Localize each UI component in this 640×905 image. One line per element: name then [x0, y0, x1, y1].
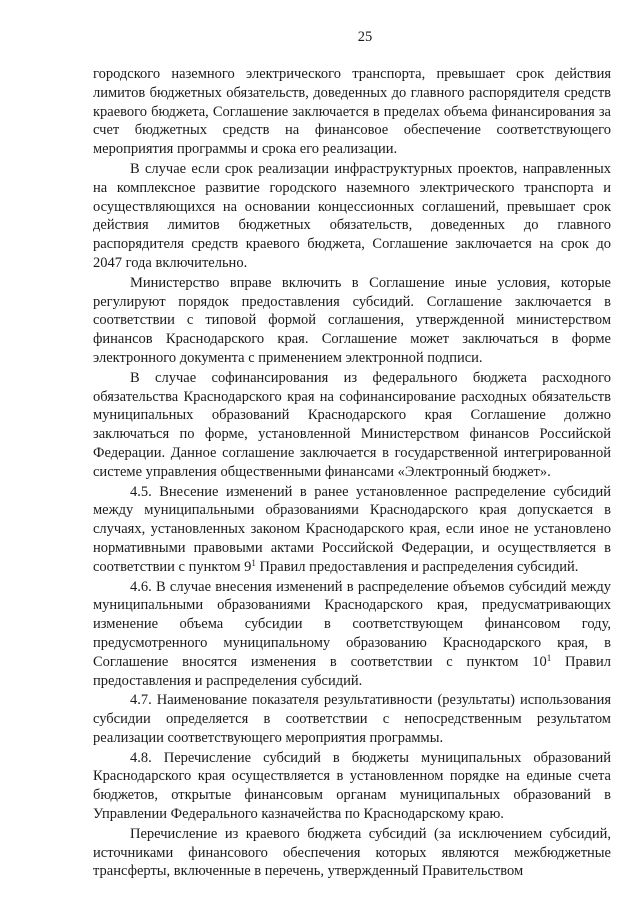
paragraph-4-6-text: 4.6. В случае внесения изменений в распределение объемов субсидий между муниципальными образованиями Краснодарского края, предусматривающих изменение объема субсидии в соответствующем финансовом году, предусмотренного муниципальному образованию Краснодарского края, в Соглашение вносятся изменения в соответствии с пунктом 10: [93, 578, 611, 670]
paragraph-1: городского наземного электрического транспорта, превышает срок действия лимитов бюджетных обязательств, доведенных до главного распорядителя средств краевого бюджета, Соглашение заключается в пределах объема финансирования за счет бюджетных средств на финансовое обеспечение соответствующего мероприятия программы и срока его реализации.: [93, 66, 611, 158]
paragraph-2: В случае если срок реализации инфраструктурных проектов, направленных на комплексное развитие городского наземного электрического транспорта и осуществляющихся на основании концессионных соглашений, превышает срок действия лимитов бюджетных обязательств, доведенных до главного распорядителя средств краевого бюджета, Соглашение заключается на срок до 2047 года включительно.: [93, 160, 611, 271]
paragraph-last: Перечисление из краевого бюджета субсидий (за исключением субсидий, источниками финансового обеспечения которых являются межбюджетные трансферты, включенные в перечень, утвержденный Правительством: [93, 825, 611, 880]
paragraph-4: В случае софинансирования из федерального бюджета расходного обязательства Краснодарского края на софинансирование расходных обязательств муниципальных образований Краснодарского края Соглашение должно заключаться по форме, установленной Министерством финансов Российской Федерации. Данное соглашение заключается в государственной интегрированной системе управления общественными финансами «Электронный бюджет».: [93, 369, 611, 480]
paragraph-4-5-tail: Правил предоставления и распределения субсидий.: [255, 558, 579, 575]
footnote-sup: 1: [546, 652, 552, 663]
paragraph-4-6: [93, 578, 611, 691]
paragraph-4-8: 4.8. Перечисление субсидий в бюджеты муниципальных образований Краснодарского края осуществляется в установленном порядке на единые счета бюджетов, открытые финансовым органам муниципальных образований в Управлении Федерального казначейства по Краснодарскому краю.: [93, 749, 611, 823]
paragraph-3: Министерство вправе включить в Соглашение иные условия, которые регулируют порядок предоставления субсидий. Соглашение заключается в соответствии с типовой формой соглашения, утвержденной министерством финансов Краснодарского края. Соглашение может заключаться в форме электронного документа с применением электронной подписи.: [93, 274, 611, 366]
paragraph-4-5: [93, 483, 611, 577]
paragraph-4-6-tail: Правил предоставления и распределения субсидий.: [93, 653, 612, 689]
page-number: 25: [357, 29, 373, 45]
paragraph-4-7: 4.7. Наименование показателя результативности (результаты) использования субсидии определяется в соответствии с непосредственным результатом реализации соответствующего мероприятия программы.: [93, 692, 611, 746]
paragraph-4-5-text: 4.5. Внесение изменений в ранее установленное распределение субсидий между муниципальными образованиями Краснодарского края допускается в случаях, установленных законом Краснодарского края, если иное не установлено нормативными правовыми актами Российской Федерации, и осуществляется в соответствии с пунктом 9: [93, 483, 611, 575]
footnote-sup: 1: [251, 557, 256, 568]
